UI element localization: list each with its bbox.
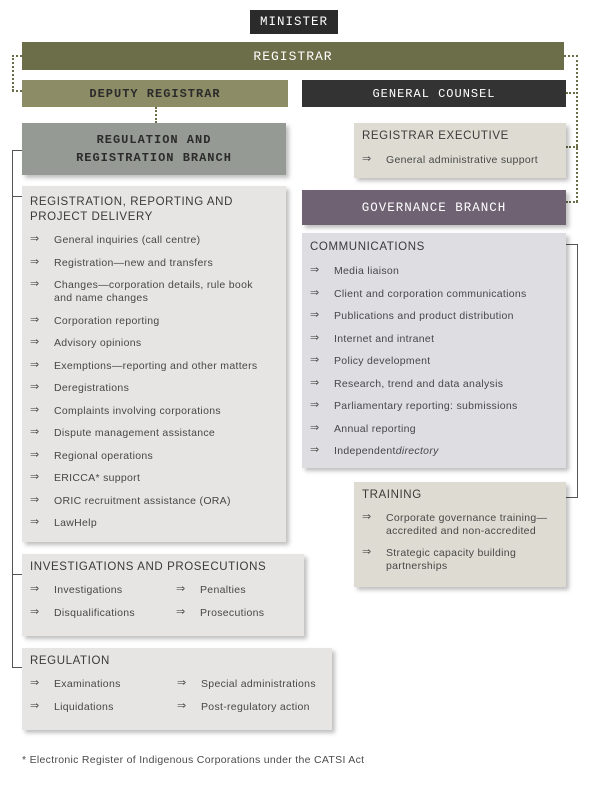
list-item: ⇒ Registration—new and transfers <box>30 255 213 269</box>
governance-connector-communications <box>566 244 578 245</box>
list-item: ⇒ Internet and intranet <box>310 331 435 345</box>
list-item: ⇒ Publications and product distribution <box>310 309 514 322</box>
list-item: ⇒ Corporation reporting <box>30 313 160 327</box>
registrar-label: REGISTRAR <box>253 48 333 64</box>
communications-panel <box>302 233 566 468</box>
arrow-icon: ⇒ <box>30 313 40 326</box>
registration-reporting-panel <box>22 186 286 542</box>
registrar-deputy-dotted-vertical <box>12 55 14 91</box>
arrow-icon: ⇒ <box>177 699 187 712</box>
arrow-icon: ⇒ <box>30 403 40 416</box>
list-item: ⇒ Deregistrations <box>30 381 130 394</box>
list-item: ⇒ ERICCA* support <box>30 471 141 484</box>
left-branch-connector-vertical <box>12 150 13 668</box>
minister-label: MINISTER <box>259 15 328 29</box>
left-branch-connector-regulation <box>12 667 22 668</box>
deputy-registrar-box <box>22 80 288 107</box>
arrow-icon: ⇒ <box>30 583 40 595</box>
list-item: ⇒ Policy development <box>310 354 431 367</box>
arrow-icon: ⇒ <box>30 677 40 689</box>
general-counsel-dotted <box>566 92 578 94</box>
arrow-icon: ⇒ <box>30 426 40 438</box>
arrow-icon: ⇒ <box>30 381 40 393</box>
arrow-icon: ⇒ <box>310 376 320 389</box>
regulation-branch-box <box>22 123 286 175</box>
list-item: ⇒ Complaints involving corporations <box>30 403 221 417</box>
governance-dotted <box>566 201 578 203</box>
governance-branch-box <box>302 190 566 225</box>
arrow-icon: ⇒ <box>30 233 40 245</box>
minister-box <box>250 10 338 34</box>
deputy-branch-dotted <box>155 107 157 123</box>
list-item: ⇒ Media liaison <box>310 264 400 277</box>
list-item: ⇒ General administrative support <box>362 153 538 166</box>
list-item: ⇒ Corporate governance training— accredited and non-accredited <box>362 511 548 537</box>
list-item: ⇒ Client and corporation communications <box>310 286 527 300</box>
registrar-right-dotted-vertical <box>576 55 578 202</box>
list-item: ⇒ Exemptions—reporting and other matters <box>30 358 258 372</box>
registration-reporting-title-line1: REGISTRATION, REPORTING AND <box>30 196 233 208</box>
registrar-executive-panel <box>354 123 566 178</box>
arrow-icon: ⇒ <box>310 399 320 411</box>
list-item: ⇒ Annual reporting <box>310 421 416 435</box>
registrar-executive-dotted <box>566 146 578 148</box>
list-item: ⇒ General inquiries (call centre) <box>30 233 201 246</box>
arrow-icon: ⇒ <box>310 264 320 276</box>
arrow-icon: ⇒ <box>310 309 320 321</box>
arrow-icon: ⇒ <box>30 448 40 461</box>
investigations-title: INVESTIGATIONS AND PROSECUTIONS <box>30 561 267 573</box>
arrow-icon: ⇒ <box>176 605 186 618</box>
left-branch-connector-registration <box>12 196 22 197</box>
list-item: ⇒ Penalties <box>176 583 246 596</box>
list-item: ⇒ Advisory opinions <box>30 336 142 349</box>
registrar-executive-title: REGISTRAR EXECUTIVE <box>362 130 509 142</box>
arrow-icon: ⇒ <box>176 583 186 595</box>
list-item: ⇒ Examinations <box>30 677 121 690</box>
directory-italic: directory <box>395 445 439 457</box>
regulation-branch-line2: REGISTRATION BRANCH <box>76 151 232 165</box>
general-counsel-label: GENERAL COUNSEL <box>372 86 496 101</box>
arrow-icon: ⇒ <box>30 336 40 348</box>
general-counsel-box <box>302 80 566 107</box>
arrow-icon: ⇒ <box>30 278 40 290</box>
investigations-panel <box>22 554 304 636</box>
deputy-registrar-label: DEPUTY REGISTRAR <box>89 86 221 101</box>
list-item: ⇒ Dispute management assistance <box>30 426 216 439</box>
arrow-icon: ⇒ <box>30 516 40 528</box>
regulation-panel <box>22 648 332 730</box>
arrow-icon: ⇒ <box>310 421 320 434</box>
training-panel <box>354 482 566 587</box>
list-item: ⇒ Post-regulatory action <box>177 699 310 713</box>
governance-connector-training <box>566 497 578 498</box>
list-item: ⇒ Independentdirectory <box>310 444 439 457</box>
list-item: ⇒ Research, trend and data analysis <box>310 376 504 390</box>
training-title: TRAINING <box>362 489 422 501</box>
governance-branch-label: GOVERNANCE BRANCH <box>361 200 507 215</box>
footnote: * Electronic Register of Indigenous Corporations under the CATSI Act <box>22 754 365 766</box>
arrow-icon: ⇒ <box>362 546 372 558</box>
list-item: ⇒ Disqualifications <box>30 605 135 619</box>
arrow-icon: ⇒ <box>310 331 320 344</box>
arrow-icon: ⇒ <box>362 153 372 165</box>
list-item: ⇒ Investigations <box>30 583 123 596</box>
registration-reporting-title-line2: PROJECT DELIVERY <box>30 211 153 223</box>
registrar-deputy-dotted-bottom <box>12 90 22 92</box>
arrow-icon: ⇒ <box>30 255 40 268</box>
list-item: ⇒ Prosecutions <box>176 605 265 619</box>
regulation-title: REGULATION <box>30 655 110 667</box>
registrar-box <box>22 42 564 70</box>
arrow-icon: ⇒ <box>177 677 187 689</box>
arrow-icon: ⇒ <box>310 354 320 366</box>
list-item: ⇒ Liquidations <box>30 699 114 713</box>
list-item: ⇒ LawHelp <box>30 516 97 529</box>
list-item: ⇒ ORIC recruitment assistance (ORA) <box>30 493 231 507</box>
arrow-icon: ⇒ <box>30 471 40 483</box>
arrow-icon: ⇒ <box>30 605 40 618</box>
arrow-icon: ⇒ <box>362 511 372 523</box>
list-item: ⇒ Parliamentary reporting: submissions <box>310 399 518 412</box>
communications-title: COMMUNICATIONS <box>310 241 425 253</box>
list-item: ⇒ Regional operations <box>30 448 154 462</box>
arrow-icon: ⇒ <box>30 699 40 712</box>
arrow-icon: ⇒ <box>30 493 40 506</box>
arrow-icon: ⇒ <box>310 286 320 299</box>
regulation-branch-line1: REGULATION AND <box>96 133 212 147</box>
left-branch-connector-investigations <box>12 574 22 575</box>
governance-connector-vertical <box>577 244 578 498</box>
left-branch-connector-top <box>12 150 22 151</box>
list-item: ⇒ Changes—corporation details, rule book and name changes <box>30 278 253 304</box>
list-item: ⇒ Strategic capacity building partnerships <box>362 546 517 572</box>
arrow-icon: ⇒ <box>310 444 320 456</box>
arrow-icon: ⇒ <box>30 358 40 371</box>
list-item: ⇒ Special administrations <box>177 677 316 690</box>
